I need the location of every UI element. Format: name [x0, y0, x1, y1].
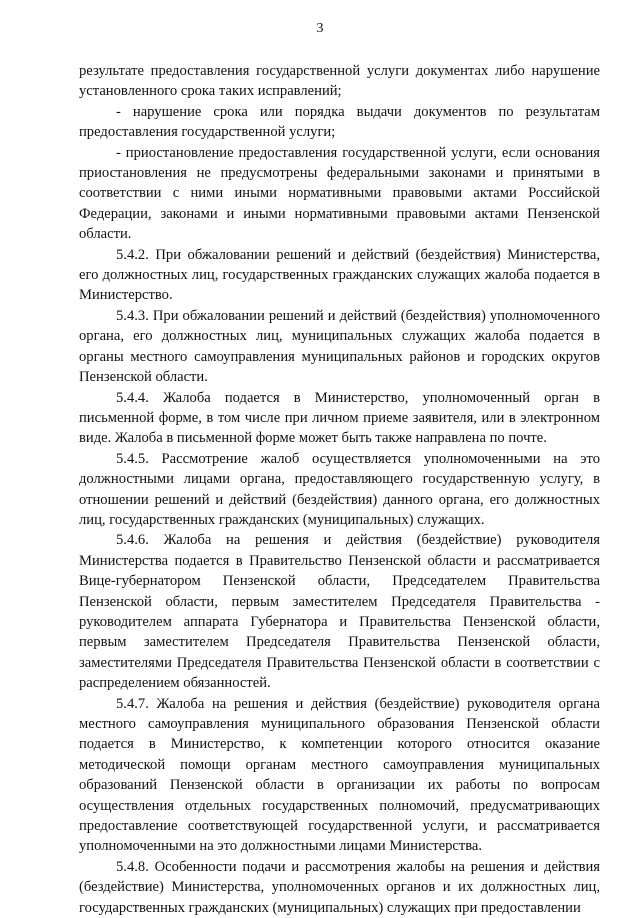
paragraph-5-4-3: 5.4.3. При обжаловании решений и действий (бездействия) уполномоченного органа, его должностных лиц, муниципальных служащих жалоба подается в органы местного самоуправления муниципальных районов и городских округов Пензенской области. — [79, 307, 600, 386]
paragraph-list-item: - нарушение срока или порядка выдачи документов по результатам предоставления государственной услуги; — [79, 103, 600, 141]
paragraph-5-4-5: 5.4.5. Рассмотрение жалоб осуществляется уполномоченными на это должностными лицами органа, предоставляющего государственную услугу, в отношении решений и действий (бездействия) данного органа, его должностных лиц, государственных гражданских (муниципальных) служащих. — [79, 450, 600, 528]
page-number: 3 — [316, 21, 324, 36]
paragraph-list-item: - приостановление предоставления государственной услуги, если основания приостановления не предусмотрены федеральными законами и принятыми в соответствии с ними иными нормативными правовыми актами Российской Федерации, законами и иными нормативными правовыми актами Пензенской области. — [79, 144, 600, 243]
paragraph-5-4-8: 5.4.8. Особенности подачи и рассмотрения жалобы на решения и действия (бездействие) Министерства, уполномоченных органов и их должностных лиц, государственных гражданских (муниципальных) служащих при предоставлении — [79, 858, 600, 916]
paragraph-5-4-7: 5.4.7. Жалоба на решения и действия (бездействие) руководителя органа местного самоуправления муниципального образования Пензенской области подается в Министерство, к компетенции которого относится оказание методической помощи органам местного самоуправления муниципальных образований Пензенской области в организации их работы по вопросам осуществления отдельных государственных полномочий, предусматривающих предоставление соответствующей государственной услуги, и рассматривается уполномоченными на это должностными лицами Министерства. — [79, 695, 600, 855]
paragraph-5-4-2: 5.4.2. При обжаловании решений и действий (бездействия) Министерства, его должностных лиц, государственных гражданских служащих жалоба подается в Министерство. — [79, 246, 600, 304]
paragraph-5-4-6: 5.4.6. Жалоба на решения и действия (бездействие) руководителя Министерства подается в Правительство Пензенской области и рассматривается Вице-губернатором Пензенской области, Председателем Правительства Пензенской области, первым заместителем Председателя Правительства - руководителем аппарата Губернатора и Правительства Пензенской области, первым заместителем Председателя Правительства Пензенской области, заместителями Председателя Правительства Пензенской области в соответствии с распределением обязанностей. — [79, 532, 600, 692]
paragraph-5-4-4: 5.4.4. Жалоба подается в Министерство, уполномоченный орган в письменной форме, в том числе при личном приеме заявителя, или в электронном виде. Жалоба в письменной форме может быть также направлена по почте. — [79, 389, 600, 447]
paragraph-continuation: результате предоставления государственной услуги документах либо нарушение установленного срока таких исправлений; — [79, 63, 600, 100]
document-body — [79, 61, 600, 918]
